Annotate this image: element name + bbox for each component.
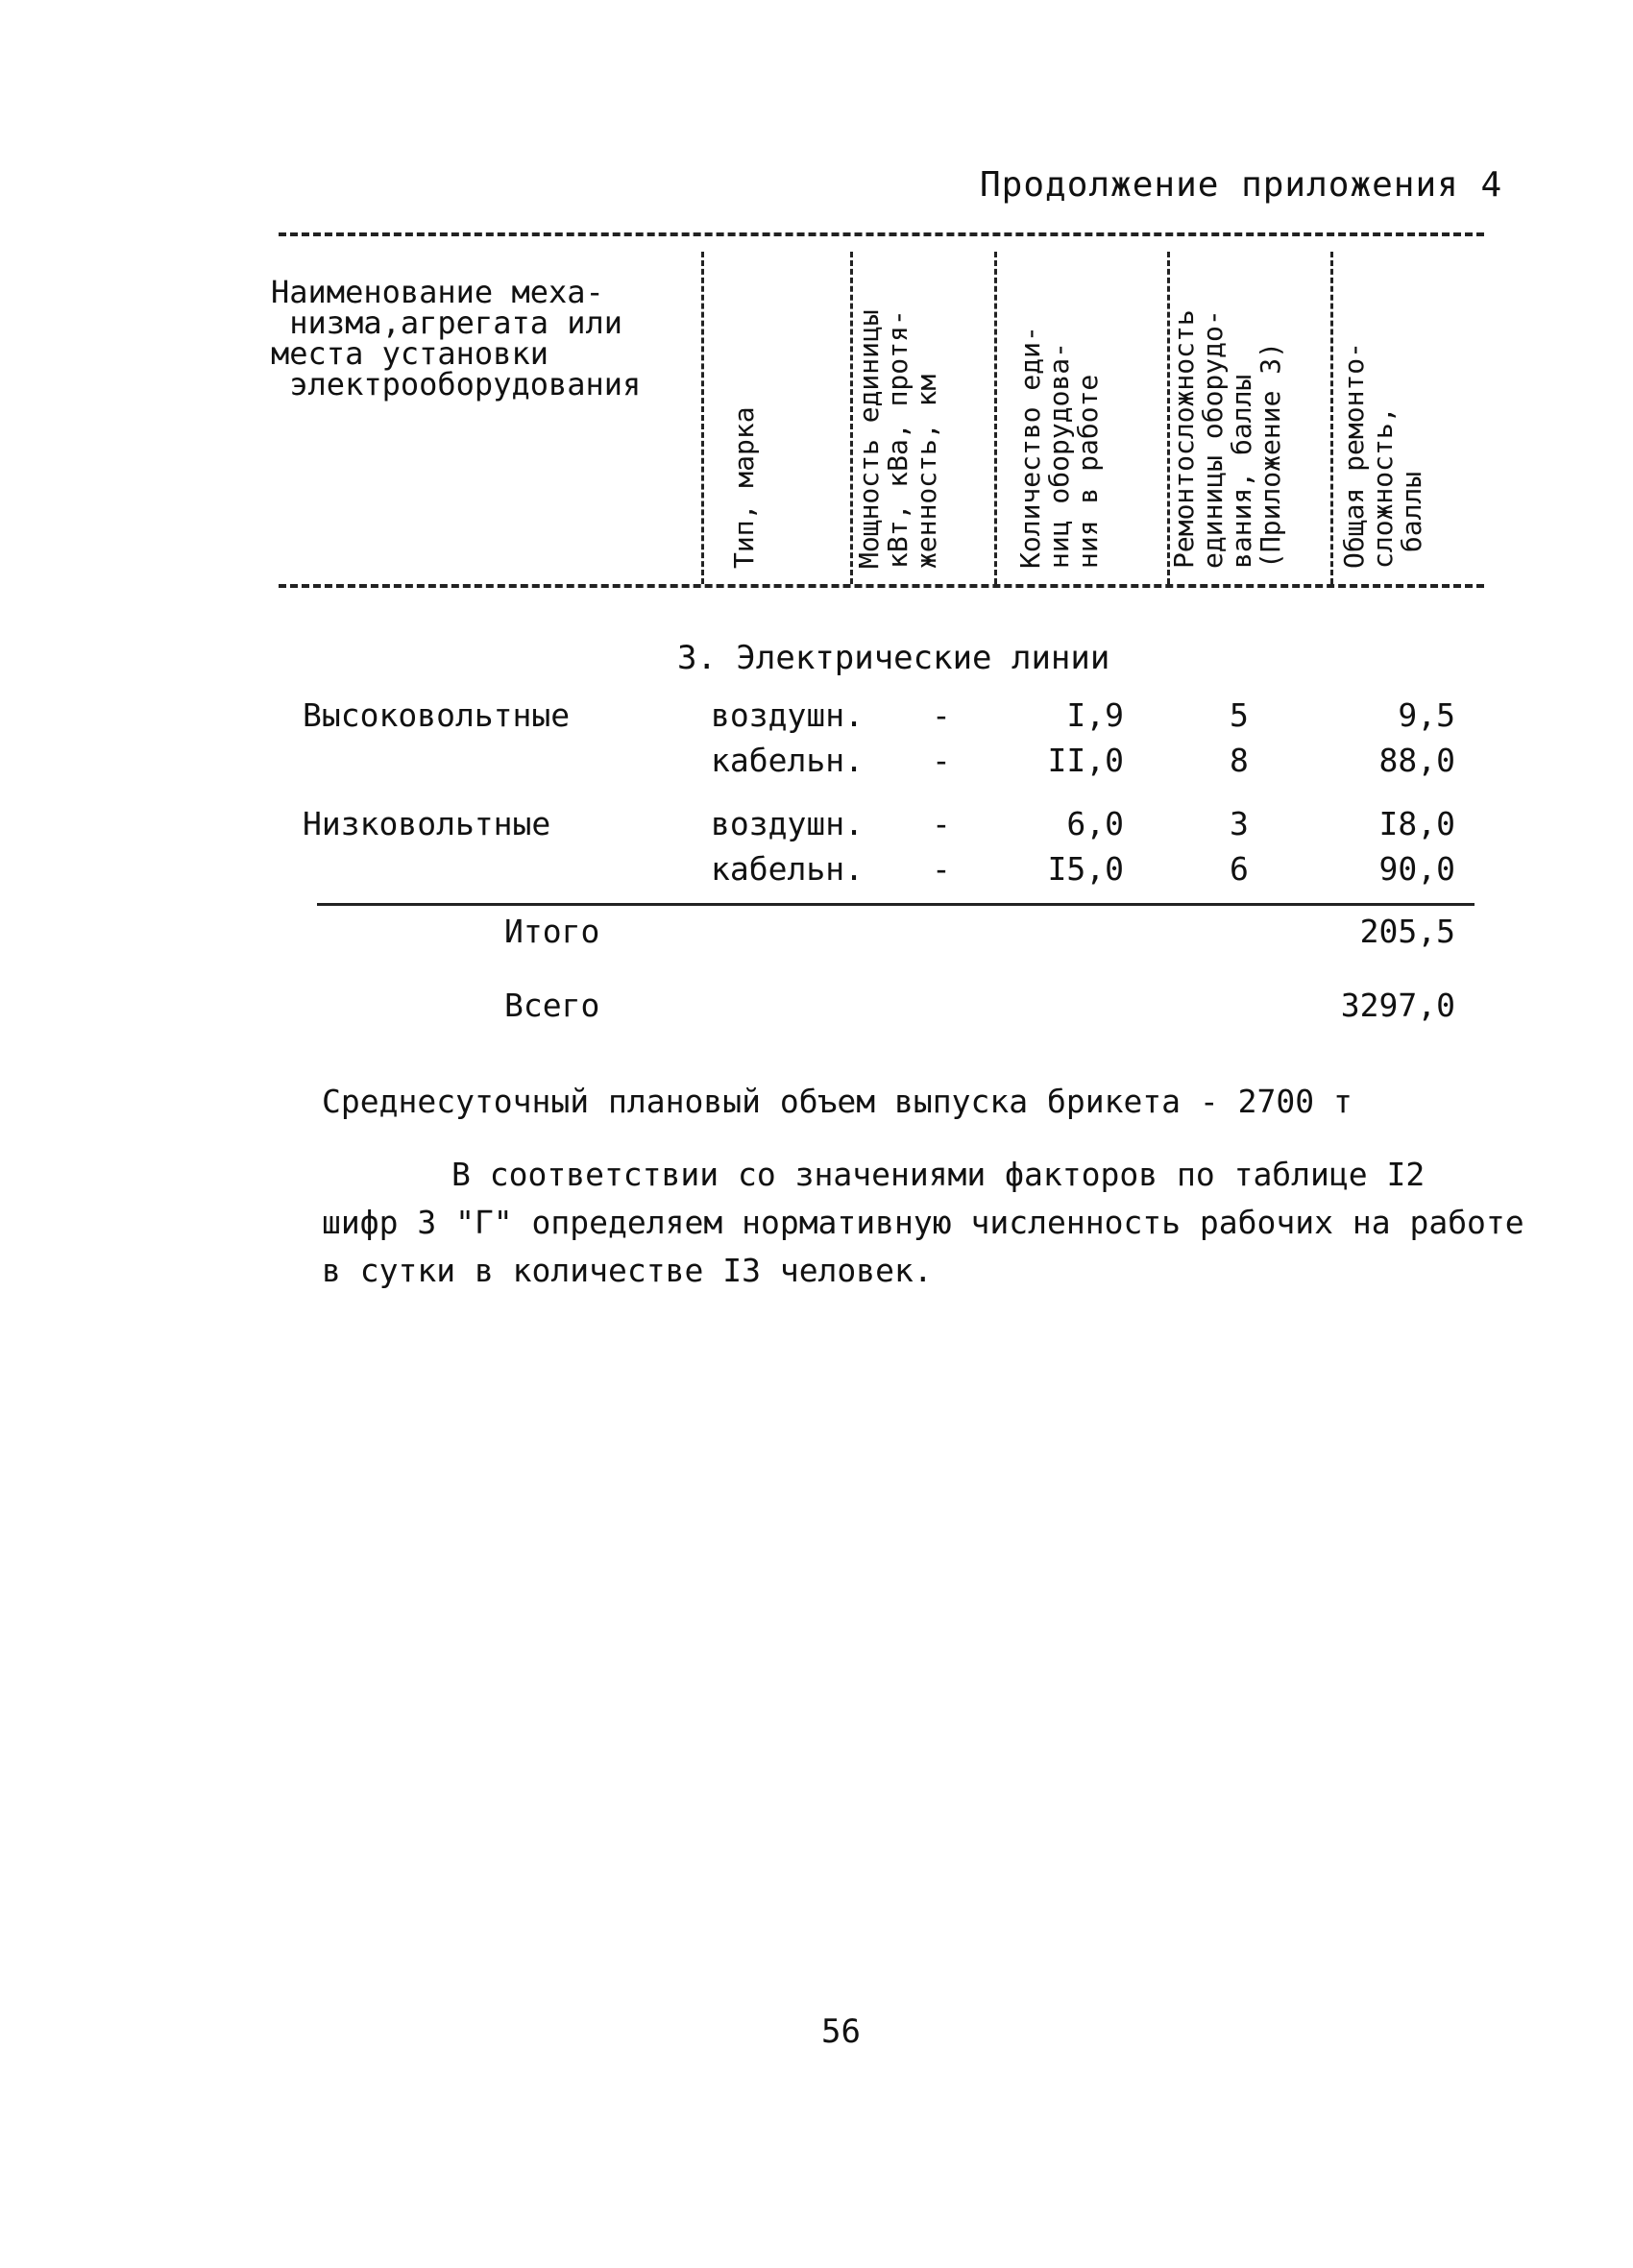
row-power: - <box>932 805 951 842</box>
column-divider <box>701 252 704 584</box>
row-quantity: 6,0 <box>1066 805 1124 842</box>
row-type: воздушн. <box>711 805 864 842</box>
total-label: Всего <box>504 987 600 1024</box>
appendix-caption: Продолжение приложения 4 <box>980 165 1503 205</box>
row-power: - <box>932 696 951 734</box>
paragraph-line: В соответствии со значениями факторов по таблице I2 <box>451 1156 1426 1193</box>
section-title: 3. Электрические линии <box>677 639 1110 677</box>
paragraph-line: в сутки в количестве I3 человек. <box>322 1252 933 1289</box>
subtotal-value: 205,5 <box>1359 913 1455 950</box>
row-type: воздушн. <box>711 696 864 734</box>
row-type: кабельн. <box>711 742 864 779</box>
row-quantity: I,9 <box>1066 696 1124 734</box>
header-power: Мощность единицы кВт, кВа, протя- женность, км <box>853 309 942 569</box>
row-unit: 3 <box>1230 805 1249 842</box>
row-power: - <box>932 850 951 888</box>
row-type: кабельн. <box>711 850 864 888</box>
row-quantity: I5,0 <box>1047 850 1124 888</box>
row-power: - <box>932 742 951 779</box>
output-volume-text: Среднесуточный плановый объем выпуска брикета - 2700 т <box>322 1083 1353 1120</box>
header-total-complexity: Общая ремонто- сложность, баллы <box>1338 341 1427 569</box>
totals-rule <box>317 903 1475 906</box>
row-unit: 8 <box>1230 742 1249 779</box>
paragraph-line: шифр 3 "Г" определяем нормативную численность рабочих на работе <box>322 1204 1524 1241</box>
header-type: Тип, марка <box>728 406 760 569</box>
header-quantity: Количество еди- ниц оборудова- ния в работе <box>1014 326 1104 569</box>
row-quantity: II,0 <box>1047 742 1124 779</box>
column-divider <box>994 252 997 584</box>
row-name: Низковольтные <box>303 805 551 842</box>
row-unit: 5 <box>1230 696 1249 734</box>
table-top-rule <box>279 232 1484 236</box>
row-total: 90,0 <box>1378 850 1455 888</box>
row-name: Высоковольтные <box>303 696 571 734</box>
row-unit: 6 <box>1230 850 1249 888</box>
column-divider <box>1330 252 1333 584</box>
subtotal-label: Итого <box>504 913 600 950</box>
header-name: Наименование меха- низма,агрегата или места установки электрооборудования <box>271 274 642 402</box>
row-total: I8,0 <box>1378 805 1455 842</box>
row-total: 88,0 <box>1378 742 1455 779</box>
header-unit-complexity: Ремонтосложность единицы оборудо- вания, баллы (Приложение 3) <box>1168 309 1286 569</box>
total-value: 3297,0 <box>1340 987 1455 1024</box>
table-header-rule <box>279 584 1484 588</box>
page-number: 56 <box>821 2012 861 2051</box>
row-total: 9,5 <box>1398 696 1455 734</box>
